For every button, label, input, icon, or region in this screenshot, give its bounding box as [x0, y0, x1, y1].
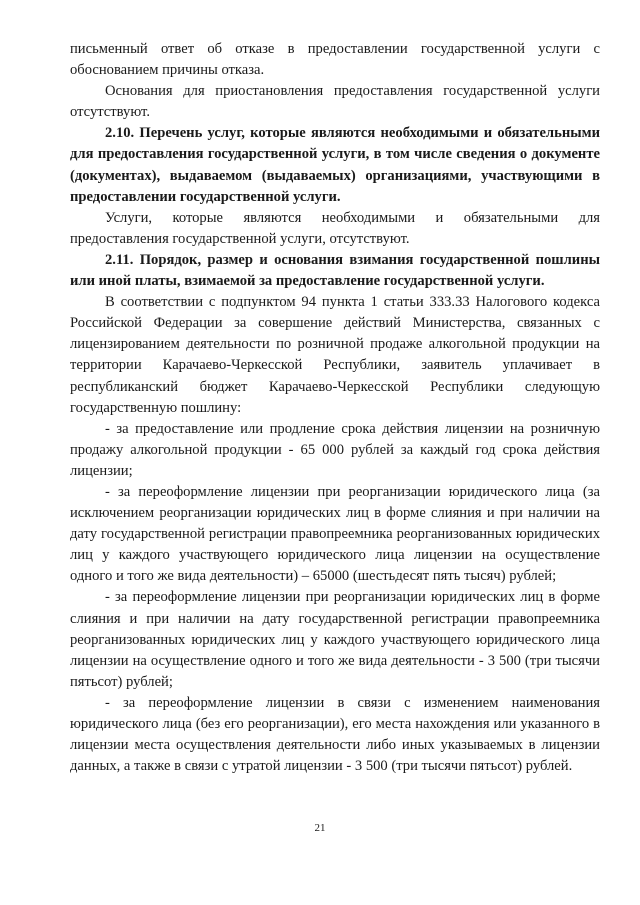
page-number: 21: [314, 822, 326, 834]
section-heading-2-10: 2.10. Перечень услуг, которые являются необходимыми и обязательными для предоставления государственной услуги, в том числе сведения о документе (документах), выдаваемом (выдаваемых) организациями, участвующими в предоставлении государственной услуги.: [70, 125, 600, 205]
paragraph-state-duty-intro: В соответствии с подпунктом 94 пункта 1 статьи 333.33 Налогового кодекса Российской Федерации за совершение действий Министерства, связанных с лицензированием деятельности по розничной продаже алкогольной продукции на территории Карачаево-Черкесской Республики, заявитель уплачивает в республиканский бюджет Карачаево-Черкесской Республики следующую государственную пошлину:: [70, 294, 600, 416]
list-item-license-issue-fee: - за предоставление или продление срока действия лицензии на розничную продажу алкогольной продукции - 65 000 рублей за каждый год срока действия лицензии;: [70, 420, 600, 479]
paragraph-refusal-reply: письменный ответ об отказе в предоставлении государственной услуги с обоснованием причины отказа.: [70, 41, 600, 79]
page-body: [70, 39, 600, 777]
list-item-merger-reissue-fee: - за переоформление лицензии при реорганизации юридических лиц в форме слияния и при наличии на дату государственной регистрации правопреемника реорганизованных юридических лиц у каждого участвующего юридического лица лицензии на осуществление одного и того же вида деятельности - 3 500 (три тысячи пятьсот) рублей;: [70, 589, 600, 690]
paragraph-suspension-grounds: Основания для приостановления предоставления государственной услуги отсутствуют.: [70, 83, 600, 121]
list-item-reorganization-fee: - за переоформление лицензии при реорганизации юридического лица (за исключением реорганизации юридических лиц в форме слияния и при наличии на дату государственной регистрации правопреемника реорганизованных юридических лиц у каждого участвующего юридического лица лицензии на осуществление одного и того же вида деятельности) – 65000 (шестьдесят пять тысяч) рублей;: [70, 483, 600, 585]
list-item-name-change-fee: - за переоформление лицензии в связи с изменением наименования юридического лица (без его реорганизации), его места нахождения или указанного в лицензии места осуществления деятельности либо иных указываемых в лицензии данных, а также в связи с утратой лицензии - 3 500 (три тысячи пятьсот) рублей.: [70, 694, 600, 775]
paragraph-required-services: Услуги, которые являются необходимыми и обязательными для предоставления государственной услуги, отсутствуют.: [70, 209, 600, 247]
section-heading-2-11: 2.11. Порядок, размер и основания взимания государственной пошлины или иной платы, взимаемой за предоставление государственной услуги.: [70, 251, 600, 290]
